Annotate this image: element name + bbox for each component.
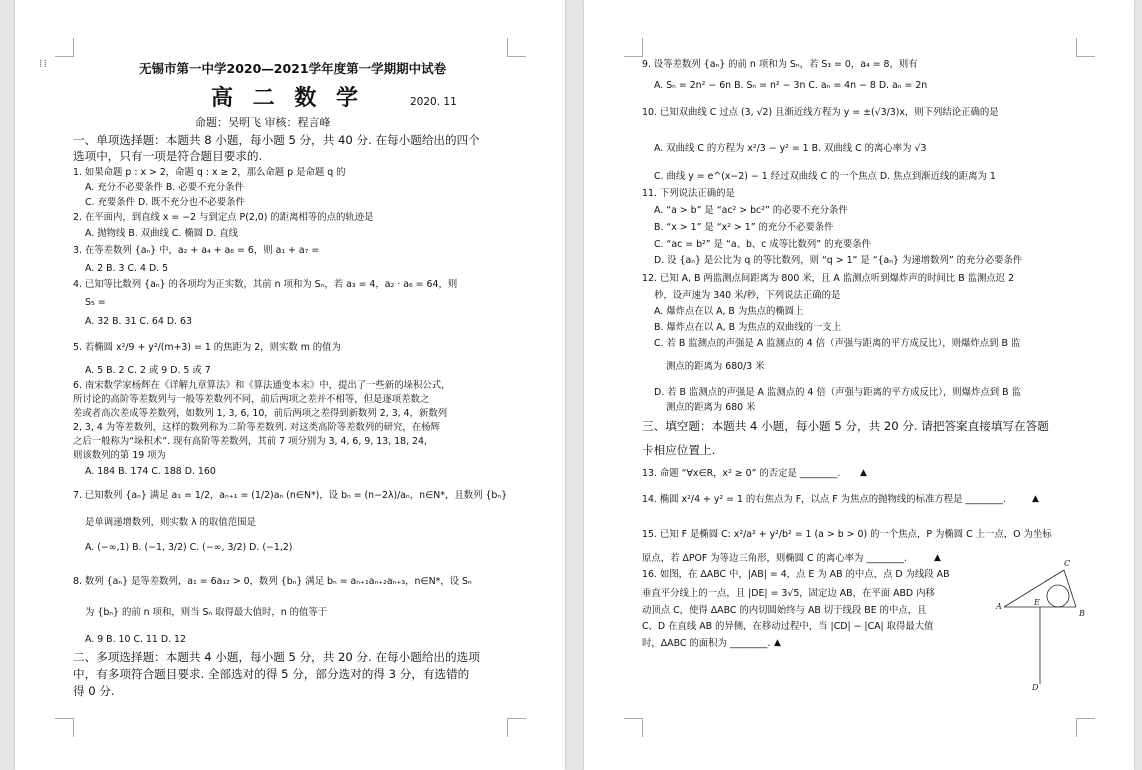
- question-text: 所讨论的高阶等差数列与一般等差数列不同，前后两项之差并不相等，但是逐项差数之: [73, 394, 430, 405]
- question-text: 14. 椭圆 x²/4 + y² = 1 的右焦点为 F，以点 F 为焦点的抛物线的标准方程是 ________.: [642, 494, 1006, 505]
- answer-option: A. “a > b” 是 “ac² > bc²” 的必要不充分条件: [654, 205, 848, 216]
- answer-option: A. 充分不必要条件 B. 必要不充分条件: [85, 182, 244, 193]
- answer-option: C. “ac = b²” 是 “a、b、c 成等比数列” 的充要条件: [654, 239, 872, 250]
- question-text: 2. 在平面内，到直线 x = −2 与到定点 P(2,0) 的距离相等的点的轨迹是: [73, 212, 374, 223]
- question-text: 12. 已知 A, B 两监测点间距离为 800 米，且 A 监测点听到爆炸声的时间比 B 监测点迟 2: [642, 273, 1015, 284]
- question-text: 时，ΔABC 的面积为 ________.: [642, 638, 771, 649]
- question-text: 4. 已知等比数列 {aₙ} 的各项均为正实数，其前 n 项和为 Sₙ，若 a₃ = 4，a₂ · a₆ = 64，则: [73, 279, 458, 290]
- section-heading: 二、多项选择题：本题共 4 小题，每小题 5 分，共 20 分. 在每小题给出的选项: [73, 650, 480, 664]
- figure-label-e: E: [1034, 598, 1040, 607]
- answer-option: B. “x > 1” 是 “x² > 1” 的充分不必要条件: [654, 222, 834, 233]
- question-text: 是单调递增数列，则实数 λ 的取值范围是: [85, 517, 256, 528]
- answer-option: B. 爆炸点在以 A, B 为焦点的双曲线的一支上: [654, 322, 842, 333]
- exam-page-1: [15, 0, 565, 770]
- question-text: 垂直平分线上的一点，且 |DE| = 3√5，固定边 AB，在平面 ABD 内移: [642, 588, 935, 599]
- question-text: 3. 在等差数列 {aₙ} 中，a₂ + a₄ + a₆ = 6，则 a₁ + a₇ =: [73, 245, 320, 256]
- answer-option: D. 设 {aₙ} 是公比为 q 的等比数列，则 “q > 1” 是 “{aₙ} 为递增数列” 的充分必要条件: [654, 255, 1023, 266]
- answer-option: A. 9 B. 10 C. 11 D. 12: [85, 634, 186, 645]
- answer-blank-marker: ▲: [1032, 494, 1039, 504]
- answer-option: A. 32 B. 31 C. 64 D. 63: [85, 316, 192, 327]
- section-heading: 中，有多项符合题目要求. 全部选对的得 5 分，部分选对的得 3 分，有选错的: [73, 667, 470, 681]
- section-heading: 选项中，只有一项是符合题目要求的.: [73, 149, 263, 163]
- answer-option: A. Sₙ = 2n² − 6n B. Sₙ = n² − 3n C. aₙ = 4n − 8 D. aₙ = 2n: [654, 80, 928, 91]
- question-text: 11. 下列说法正确的是: [642, 188, 735, 199]
- question-text: 为 {bₙ} 的前 n 项和，则当 Sₙ 取得最大值时，n 的值等于: [85, 607, 328, 618]
- answer-option: 测点的距离为 680 米: [666, 402, 756, 413]
- question-text: 15. 已知 F 是椭圆 C: x²/a² + y²/b² = 1 (a > b > 0) 的一个焦点，P 为椭圆 C 上一点，O 为坐标: [642, 529, 1052, 540]
- exam-authors: 命题：吴明飞 审核：程言峰: [195, 116, 331, 129]
- figure-label-d: D: [1032, 683, 1039, 692]
- question-text: 16. 如图，在 ΔABC 中，|AB| = 4，点 E 为 AB 的中点，点 D 为线段 AB: [642, 569, 950, 580]
- section-heading: 一、单项选择题：本题共 8 小题，每小题 5 分，共 40 分. 在每小题给出的四个: [73, 133, 480, 147]
- answer-blank-marker: ▲: [774, 638, 781, 648]
- crop-mark: [1076, 718, 1095, 737]
- figure-label-a: A: [996, 602, 1002, 611]
- question-text: 则该数列的第 19 项为: [73, 450, 166, 461]
- question-text: 2, 3, 4 为等差数列，这样的数列称为二阶等差数列. 对这类高阶等差数列的研究，在杨辉: [73, 422, 440, 433]
- answer-option: A. 双曲线 C 的方程为 x²/3 − y² = 1 B. 双曲线 C 的离心率为 √3: [654, 143, 927, 154]
- answer-option: C. 曲线 y = e^(x−2) − 1 经过双曲线 C 的一个焦点 D. 焦点到渐近线的距离为 1: [654, 171, 996, 182]
- answer-option: A. 爆炸点在以 A, B 为焦点的椭圆上: [654, 306, 804, 317]
- crop-mark: [1076, 38, 1095, 57]
- crop-mark: [624, 718, 643, 737]
- question-text: 13. 命题 “∀x∈R，x² ≥ 0” 的否定是 ________.: [642, 468, 841, 479]
- question-text: 5. 若椭圆 x²/9 + y²/(m+3) = 1 的焦距为 2，则实数 m 的值为: [73, 342, 341, 353]
- exam-page-2: [584, 0, 1134, 770]
- question-text: 8. 数列 {aₙ} 是等差数列，a₁ = 6a₁₂ > 0，数列 {bₙ} 满足 bₙ = aₙ₊₁aₙ₊₂aₙ₊₃，n∈N*，设 Sₙ: [73, 576, 472, 587]
- crop-mark: [507, 718, 526, 737]
- question-text: 1. 如果命题 p : x > 2，命题 q : x ≥ 2，那么命题 p 是命题 q 的: [73, 167, 346, 178]
- answer-option: A. (−∞,1) B. (−1, 3/2) C. (−∞, 3/2) D. (−1,2): [85, 542, 293, 553]
- section-heading: 得 0 分.: [73, 684, 115, 698]
- answer-option: C. 若 B 监测点的声强是 A 监测点的 4 倍（声强与距离的平方成反比），则爆炸点到 B 监: [654, 338, 1021, 349]
- question-text: 差或者高次差成等差数列，如数列 1, 3, 6, 10，前后两项之差得到新数列 2, 3, 4，新数列: [73, 408, 448, 419]
- question-text: 之后一般称为“垛积术”. 现有高阶等差数列，其前 7 项分别为 3, 4, 6, 9, 13, 18, 24,: [73, 436, 427, 447]
- crop-mark: [55, 718, 74, 737]
- crop-mark: [624, 38, 643, 57]
- answer-option: D. 若 B 监测点的声强是 A 监测点的 4 倍（声强与距离的平方成反比），则爆炸点到 B 监: [654, 387, 1021, 398]
- section-heading: 卡相应位置上.: [642, 443, 716, 457]
- figure-label-b: B: [1079, 609, 1085, 618]
- question-text: 7. 已知数列 {aₙ} 满足 a₁ = 1/2，aₙ₊₁ = (1/2)aₙ (n∈N*)，设 bₙ = (n−2λ)/aₙ，n∈N*，且数列 {bₙ}: [73, 490, 508, 501]
- answer-option: A. 5 B. 2 C. 2 或 9 D. 5 或 7: [85, 365, 211, 376]
- answer-blank-marker: ▲: [934, 553, 941, 563]
- school-title: 无锡市第一中学2020—2021学年度第一学期期中试卷: [139, 61, 447, 76]
- figure-incircle: [1047, 585, 1069, 607]
- question-text: C、D 在直线 AB 的异侧，在移动过程中，当 |CD| − |CA| 取得最大值: [642, 621, 934, 632]
- subject-heading: 高 二 数 学: [211, 86, 364, 111]
- figure-label-c: C: [1064, 559, 1071, 568]
- question-text: 10. 已知双曲线 C 过点 (3, √2) 且渐近线方程为 y = ±(√3/3)x，则下列结论正确的是: [642, 107, 999, 118]
- answer-option: A. 184 B. 174 C. 188 D. 160: [85, 466, 216, 477]
- crop-mark: [507, 38, 526, 57]
- answer-option: A. 2 B. 3 C. 4 D. 5: [85, 263, 169, 274]
- answer-blank-marker: ▲: [860, 468, 867, 478]
- answer-option: A. 抛物线 B. 双曲线 C. 椭圆 D. 直线: [85, 228, 238, 239]
- question-text: 9. 设等差数列 {aₙ} 的前 n 项和为 Sₙ，若 S₃ = 0，a₄ = 8，则有: [642, 59, 918, 70]
- answer-option: 测点的距离为 680/3 米: [666, 361, 765, 372]
- triangle-figure: [994, 556, 1098, 692]
- question-text: 原点，若 ΔPOF 为等边三角形，则椭圆 C 的离心率为 ________.: [642, 553, 907, 564]
- question-text: S₅ =: [85, 297, 106, 308]
- question-text: 动顶点 C，使得 ΔABC 的内切圆始终与 AB 切于线段 BE 的中点，且: [642, 605, 927, 616]
- answer-option: C. 充要条件 D. 既不充分也不必要条件: [85, 197, 245, 208]
- question-text: 秒，设声速为 340 米/秒，下列说法正确的是: [654, 290, 841, 301]
- exam-date: 2020. 11: [410, 96, 457, 108]
- question-text: 6. 南宋数学家杨辉在《详解九章算法》和《算法通变本末》中，提出了一些新的垛积公式，: [73, 380, 451, 391]
- crop-mark: [55, 38, 74, 57]
- section-heading: 三、填空题：本题共 4 小题，每小题 5 分，共 20 分. 请把答案直接填写在答题: [642, 419, 1049, 433]
- drag-handle-icon[interactable]: ⁞⁞: [39, 57, 48, 70]
